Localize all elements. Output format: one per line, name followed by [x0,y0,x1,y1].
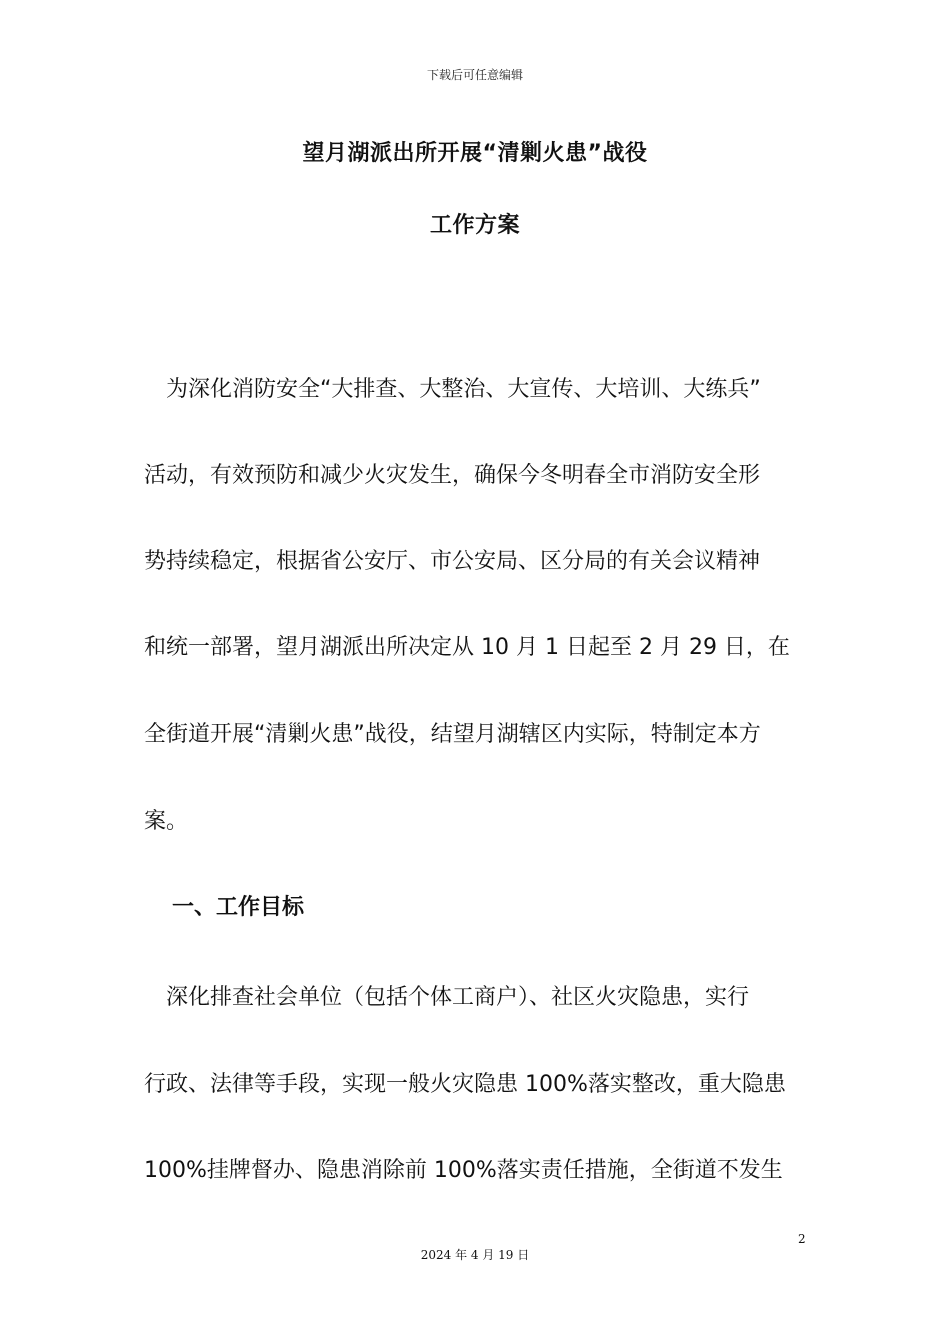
paragraph-line: 深化排查社会单位（包括个体工商户）、社区火灾隐患，实行 [144,985,750,1010]
footer-date: 2024 年 4 月 19 日 [420,1248,530,1262]
paragraph-line: 案。 [144,809,189,834]
paragraph-line: 活动，有效预防和减少火灾发生，确保今冬明春全市消防安全形 [144,463,761,488]
paragraph-line: 行政、法律等手段，实现一般火灾隐患 100%落实整改，重大隐患 [144,1072,786,1097]
paragraph-line: 势持续稳定，根据省公安厅、市公安局、区分局的有关会议精神 [144,549,761,574]
document-title: 望月湖派出所开展“清剿火患”战役 [302,141,648,166]
paragraph-line: 为深化消防安全“大排查、大整治、大宣传、大培训、大练兵” [144,377,761,402]
header-note: 下载后可任意编辑 [426,68,523,82]
document-subtitle: 工作方案 [429,213,520,238]
section-heading: 一、工作目标 [172,895,305,920]
paragraph-line: 100%挂牌督办、隐患消除前 100%落实责任措施，全街道不发生 [144,1158,783,1183]
page-number: 2 [798,1232,806,1246]
paragraph-line: 和统一部署，望月湖派出所决定从 10 月 1 日起至 2 月 29 日，在 [144,635,790,660]
paragraph-line: 全街道开展“清剿火患”战役，结望月湖辖区内实际，特制定本方 [144,722,761,747]
